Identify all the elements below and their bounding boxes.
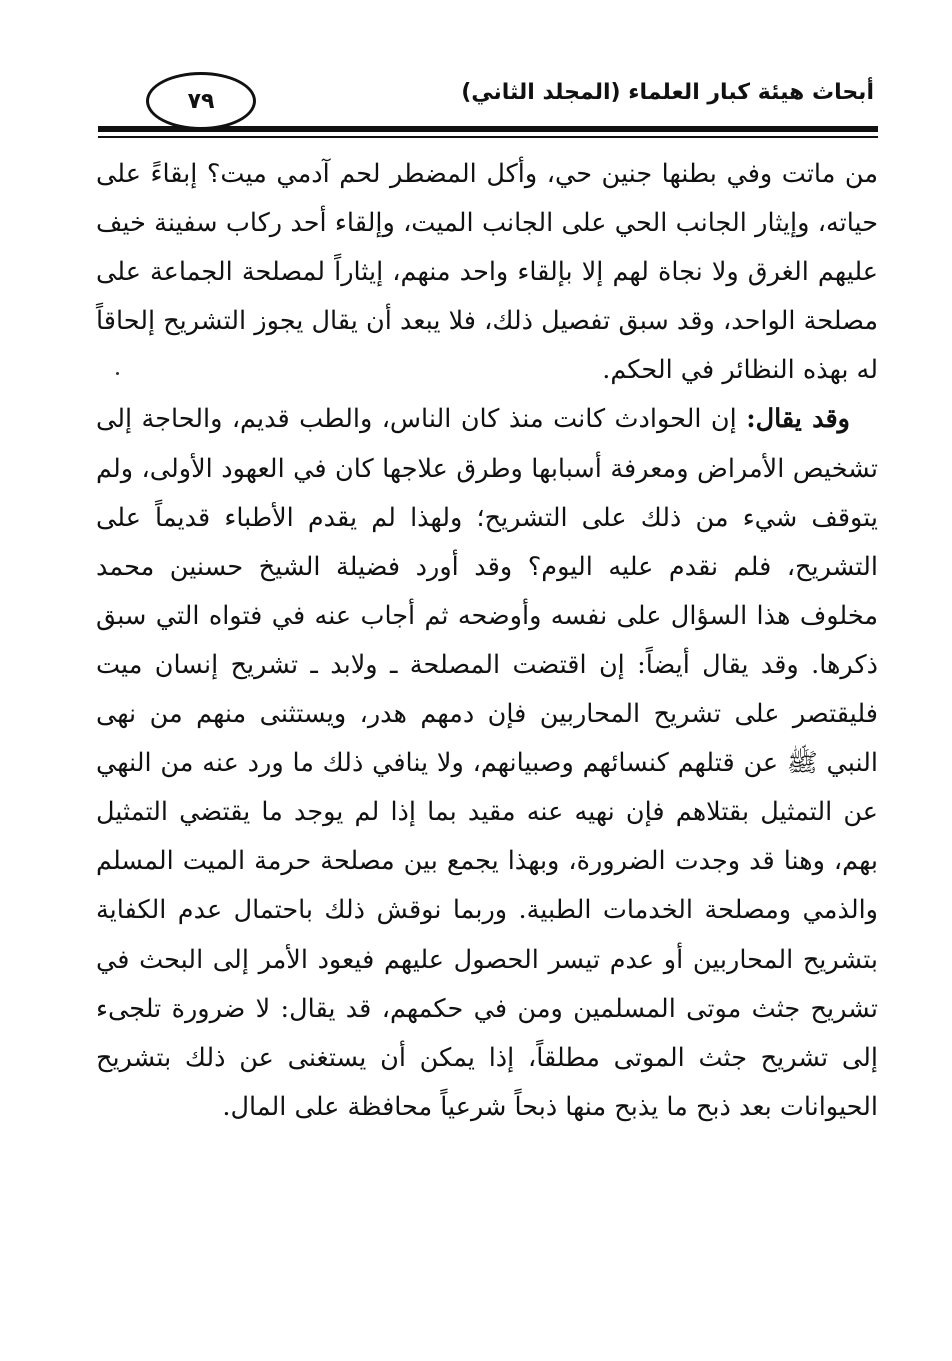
paragraph-1: من ماتت وفي بطنها جنين حي، وأكل المضطر لحم آدمي ميت؟ إبقاءً على حياته، وإيثار الجانب الحي على الجانب الميت، وإلقاء أحد ركاب سفينة خيف عليهم الغرق ولا نجاة لهم إلا بإلقاء واحد منهم، إيثاراً لمصلحة الجماعة على مصلحة الواحد، وقد سبق تفصيل ذلك، فلا يبعد أن يقال يجوز التشريح إلحاقاً له بهذه النظائر في الحكم. [96,159,878,386]
paragraph-2-text: إن الحوادث كانت منذ كان الناس، والطب قديم، والحاجة إلى تشخيص الأمراض ومعرفة أسبابها وطرق علاجها كان في العهود الأولى، ولم يتوقف شيء من ذلك على التشريح؛ ولهذا لم يقدم الأطباء قديماً على التشريح، فلم نقدم عليه اليوم؟ وقد أورد فضيلة الشيخ حسنين محمد مخلوف هذا السؤال على نفسه وأوضحه ثم أجاب عنه في فتواه التي سبق ذكرها. وقد يقال أيضاً: إن اقتضت المصلحة ـ ولابد ـ تشريح إنسان ميت فليقتصر على تشريح المحاربين فإن دمهم هدر، ويستثنى منهم من نهى النبي ﷺ عن قتلهم كنسائهم وصبيانهم، ولا ينافي ذلك ما ورد عنه من النهي عن التمثيل بقتلاهم فإن نهيه عنه مقيد بما إذا لم يوجد ما يقتضي التمثيل بهم، وهنا قد وجدت الضرورة، وبهذا يجمع بين مصلحة حرمة الميت المسلم والذمي ومصلحة الخدمات الطبية. وربما نوقش ذلك باحتمال عدم الكفاية بتشريح المحاربين أو عدم تيسر الحصول عليهم فيعود الأمر إلى البحث في تشريح جثث موتى المسلمين ومن في حكمهم، قد يقال: لا ضرورة تلجىء إلى تشريح جثث الموتى مطلقاً، إذا يمكن أن يستغنى عن ذلك بتشريح الحيوانات بعد ذبح ما يذبح منها ذبحاً شرعياً محافظة على المال. [96,404,878,1122]
paragraph-2 [96,395,878,1131]
page-body [96,150,878,1132]
paragraph-2-lead: وقد يقال: [746,404,850,435]
page-number: ٧٩ [146,72,256,130]
header-rule-thin [98,136,878,138]
page-header [0,0,952,150]
running-title: أبحاث هيئة كبار العلماء (المجلد الثاني) [461,80,874,105]
